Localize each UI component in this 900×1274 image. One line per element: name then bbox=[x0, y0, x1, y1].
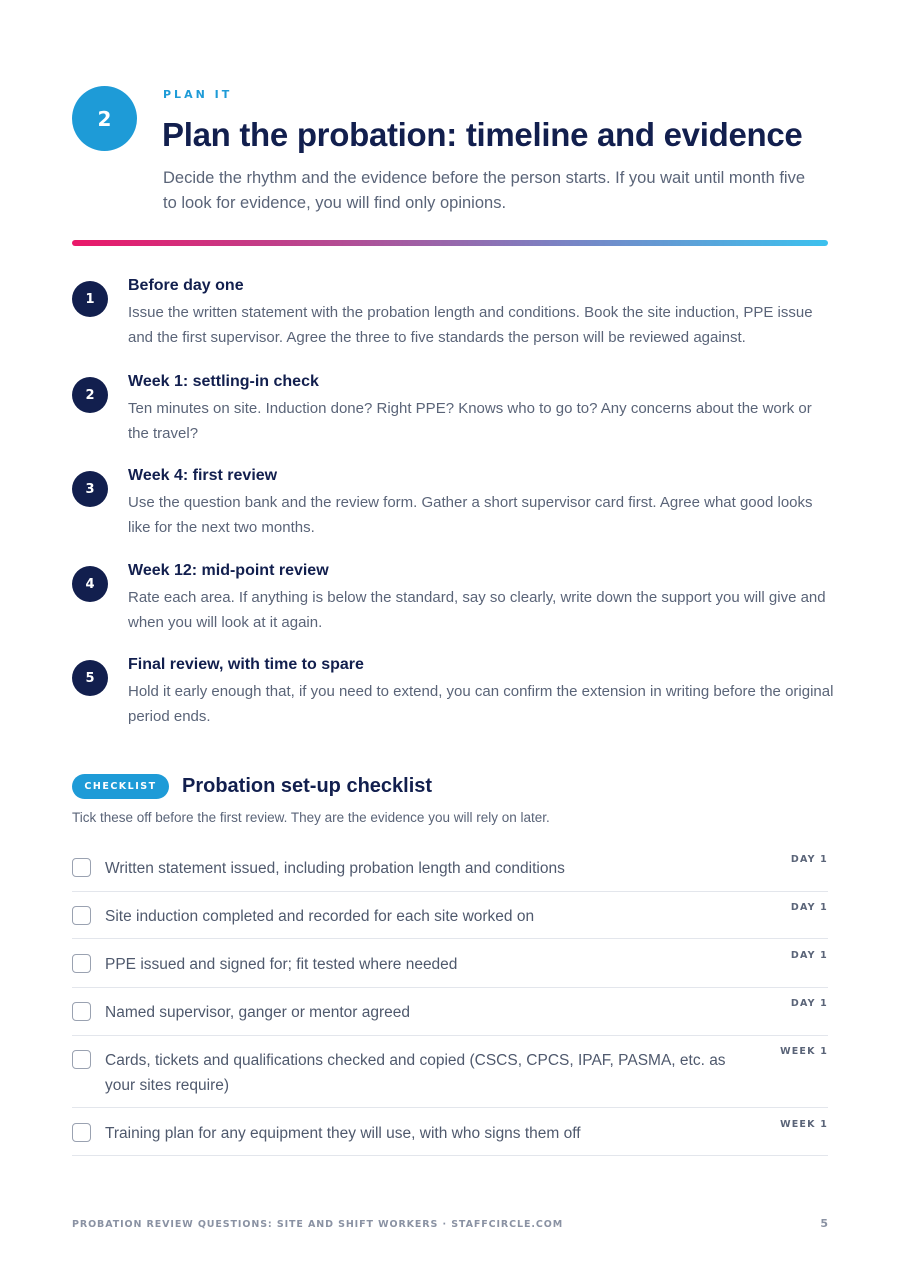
checklist-title: Probation set-up checklist bbox=[182, 775, 433, 797]
step-title: Week 12: mid-point review bbox=[128, 562, 329, 579]
checklist-item bbox=[72, 854, 828, 892]
checkbox[interactable] bbox=[72, 1002, 91, 1021]
checklist-subtitle: Tick these off before the first review. They are the evidence you will rely on later. bbox=[72, 810, 550, 825]
checkbox[interactable] bbox=[72, 906, 91, 925]
step-number-badge: 2 bbox=[72, 377, 108, 413]
gradient-divider bbox=[72, 240, 828, 246]
checklist-tag: CHECKLIST bbox=[72, 774, 169, 799]
checkbox[interactable] bbox=[72, 858, 91, 877]
checklist-item-text: PPE issued and signed for; fit tested where needed bbox=[105, 956, 458, 973]
checklist-item-when: DAY 1 bbox=[790, 854, 828, 865]
checklist-item-text: Written statement issued, including probation length and conditions bbox=[105, 860, 565, 877]
footer-text: PROBATION REVIEW QUESTIONS: SITE AND SHIFT WORKERS · STAFFCIRCLE.COM bbox=[72, 1219, 564, 1230]
step-title: Week 1: settling-in check bbox=[128, 373, 319, 390]
checklist-item-text: Training plan for any equipment they will use, with who signs them off bbox=[105, 1125, 581, 1142]
step-number-badge: 4 bbox=[72, 566, 108, 602]
step-number-badge: 5 bbox=[72, 660, 108, 696]
checkbox[interactable] bbox=[72, 1050, 91, 1069]
checklist-item-when: WEEK 1 bbox=[780, 1046, 828, 1057]
page-number: 5 bbox=[820, 1217, 828, 1230]
step-description: Issue the written statement with the probation length and conditions. Book the site induction, PPE issue and the first supervisor. Agree the three to five standards the person will be reviewed against. bbox=[128, 304, 813, 346]
step-description: Rate each area. If anything is below the standard, say so clearly, write down the support you will give and when you will look at it again. bbox=[128, 589, 826, 631]
checklist-item-when: WEEK 1 bbox=[780, 1119, 828, 1130]
page-title: Plan the probation: timeline and evidence bbox=[162, 116, 803, 153]
step-description: Ten minutes on site. Induction done? Right PPE? Knows who to go to? Any concerns about the work or the travel? bbox=[128, 400, 812, 442]
checkbox[interactable] bbox=[72, 954, 91, 973]
checklist-item bbox=[72, 1046, 828, 1108]
intro-paragraph: Decide the rhythm and the evidence before the person starts. If you wait until month five to look for evidence, you will find only opinions. bbox=[163, 169, 806, 212]
step-title: Final review, with time to spare bbox=[128, 656, 364, 673]
checklist-item-when: DAY 1 bbox=[790, 950, 828, 961]
checklist-item bbox=[72, 1119, 828, 1156]
checklist-item bbox=[72, 902, 828, 939]
step-description: Hold it early enough that, if you need to extend, you can confirm the extension in writing before the original period ends. bbox=[128, 683, 834, 725]
step-number-badge: 3 bbox=[72, 471, 108, 507]
checklist-item-when: DAY 1 bbox=[790, 902, 828, 913]
section-eyebrow: PLAN IT bbox=[163, 88, 233, 101]
section-number-badge: 2 bbox=[72, 86, 137, 151]
step-description: Use the question bank and the review form. Gather a short supervisor card first. Agree what good looks like for the next two months. bbox=[128, 494, 813, 536]
checkbox[interactable] bbox=[72, 1123, 91, 1142]
checklist-item-text: Named supervisor, ganger or mentor agreed bbox=[105, 1004, 410, 1021]
step-title: Before day one bbox=[128, 277, 244, 294]
step-title: Week 4: first review bbox=[128, 467, 278, 484]
checklist-item-when: DAY 1 bbox=[790, 998, 828, 1009]
checklist-item bbox=[72, 950, 828, 988]
checklist-item-text: Site induction completed and recorded for each site worked on bbox=[105, 908, 535, 925]
step-number-badge: 1 bbox=[72, 281, 108, 317]
checklist-item-text: Cards, tickets and qualifications checked and copied (CSCS, CPCS, IPAF, PASMA, etc. as your sites require) bbox=[105, 1052, 726, 1094]
checklist-item bbox=[72, 998, 828, 1036]
